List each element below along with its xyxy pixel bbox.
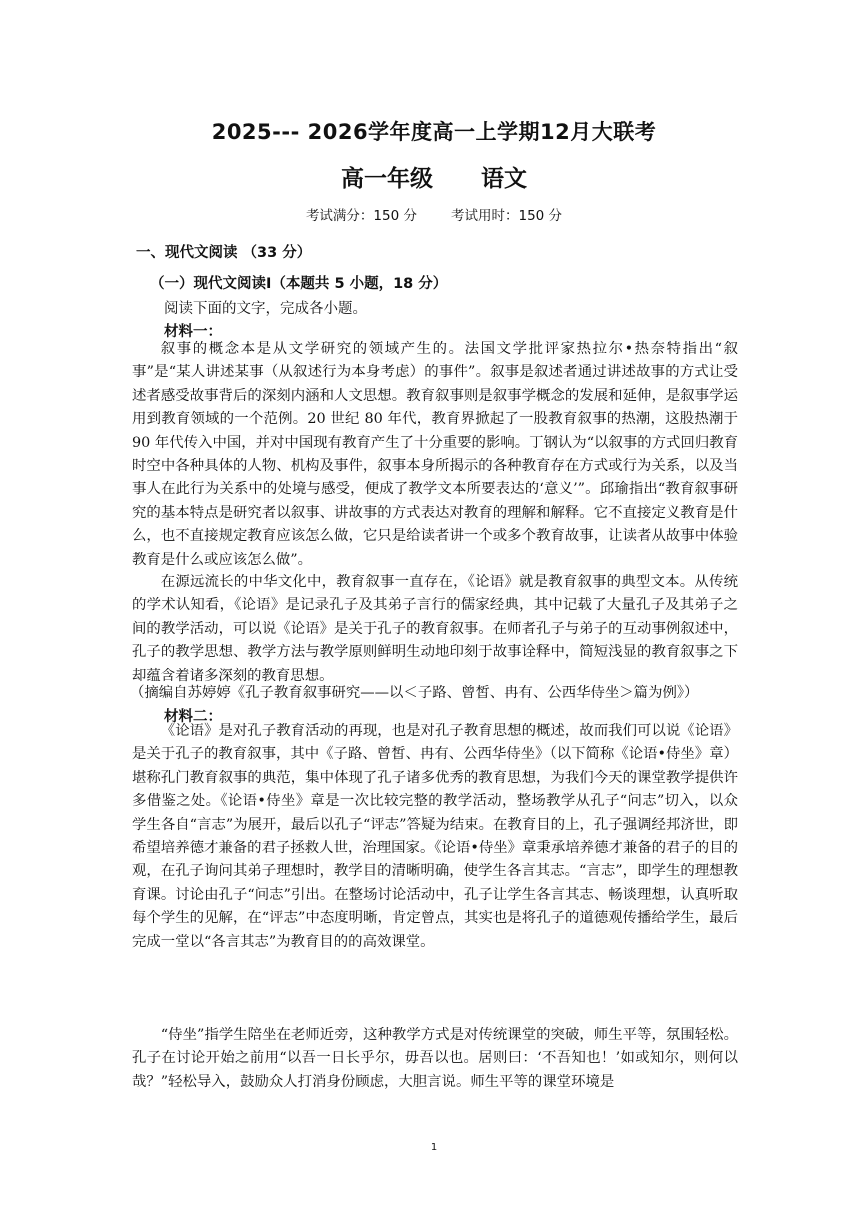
material-one-source: （摘编自苏婷婷《孔子教育叙事研究——以＜子路、曾皙、冉有、公西华侍坐＞篇为例》） <box>130 685 699 701</box>
section-heading: 一、现代文阅读 （33 分） <box>136 245 312 261</box>
instruction-text: 阅读下面的文字，完成各小题。 <box>164 301 367 317</box>
exam-title: 2025--- 2026学年度高一上学期12月大联考 <box>211 120 657 144</box>
material-one-label: 材料一： <box>164 324 222 340</box>
time-limit: 考试用时：150 分 <box>451 208 563 224</box>
material-two-label: 材料二： <box>164 709 222 725</box>
full-score: 考试满分：150 分 <box>305 208 417 224</box>
material-one-paragraph-2: 在源远流长的中华文化中，教育叙事一直存在，《论语》就是教育叙事的典型文本。从传统的学术认知看，《论语》是记录孔子及其弟子言行的儒家经典，其中记载了大量孔子及其弟子之间的教学活动，可以说《论语》是关于孔子的教育叙事。在师者孔子与弟子的互动事例叙述中，孔子的教学思想、教学方法与教学原则鲜明生动地印刻于故事诠释中，简短浅显的教育叙事之下却蕴含着诸多深刻的教育思想。 <box>132 574 738 684</box>
sub-section-heading: （一）现代文阅读Ⅰ（本题共 5 小题，18 分） <box>150 276 448 292</box>
material-two-paragraph-1: 《论语》是对孔子教育活动的再现，也是对孔子教育思想的概述，故而我们可以说《论语》是关于孔子的教育叙事，其中《子路、曾皙、冉有、公西华侍坐》（以下简称《论语•侍坐》章）堪称孔门教育叙事的典范，集中体现了孔子诸多优秀的教育思想，为我们今天的课堂教学提供许多借鉴之处。《论语•侍坐》章是一次比较完整的教学活动，整场教学从孔子“问志”切入，以众学生各自“言志”为展开，最后以孔子“评志”答疑为结束。在教育目的上，孔子强调经邦济世，即希望培养德才兼备的君子拯救人世，治理国家。《论语•侍坐》章秉承培养德才兼备的君子的目的观，在孔子询问其弟子理想时，教学目的清晰明确，使学生各言其志。“言志”，即学生的理想教育课。讨论由孔子“问志”引出。在整场讨论活动中，孔子让学生各言其志、畅谈理想，认真听取每个学生的见解，在“评志”中态度明晰，肯定曾点，其实也是将孔子的道德观传播给学生，最后完成一堂以“各言其志”为教育目的的高效课堂。 <box>132 723 738 950</box>
grade-subject-line <box>0 160 868 193</box>
exam-meta <box>0 204 868 224</box>
subject-label: 语文 <box>481 166 527 192</box>
material-two-paragraph-2: “侍坐”指学生陪坐在老师近旁，这种教学方式是对传统课堂的突破，师生平等，氛围轻松。孔子在讨论开始之前用“以吾一日长乎尔，毋吾以也。居则曰：‘不吾知也！’如或知尔，则何以哉？”轻松导入，鼓励众人打消身份顾虑，大胆言说。师生平等的课堂环境是 <box>132 1027 738 1090</box>
material-one-paragraph-1: 叙事的概念本是从文学研究的领域产生的。法国文学批评家热拉尔•热奈特指出“叙事”是“某人讲述某事（从叙述行为本身考虑）的事件”。叙事是叙述者通过讲述故事的方式让受述者感受故事背后的深刻内涵和人文思想。教育叙事则是叙事学概念的发展和延伸，是叙事学运用到教育领域的一个范例。20 世纪 80 年代，教育界掀起了一股教育叙事的热潮，这股热潮于 90 年代传入中国，并对中国现有教育产生了十分重要的影响。丁钢认为“以叙事的方式回归教育时空中各种具体的人物、机构及事件，叙事本身所揭示的各种教育存在方式或行为关系，以及当事人在此行为关系中的处境与感受，便成了教学文本所要表达的‘意义’”。邱瑜指出“教育叙事研究的基本特点是研究者以叙事、讲故事的方式表达对教育的理解和解释。它不直接定义教育是什么，也不直接规定教育应该怎么做，它只是给读者讲一个或多个教育故事，让读者从故事中体验教育是什么或应该怎么做”。 <box>132 341 738 568</box>
page-number: 1 <box>430 1142 438 1153</box>
grade-label: 高一年级 <box>341 166 433 192</box>
